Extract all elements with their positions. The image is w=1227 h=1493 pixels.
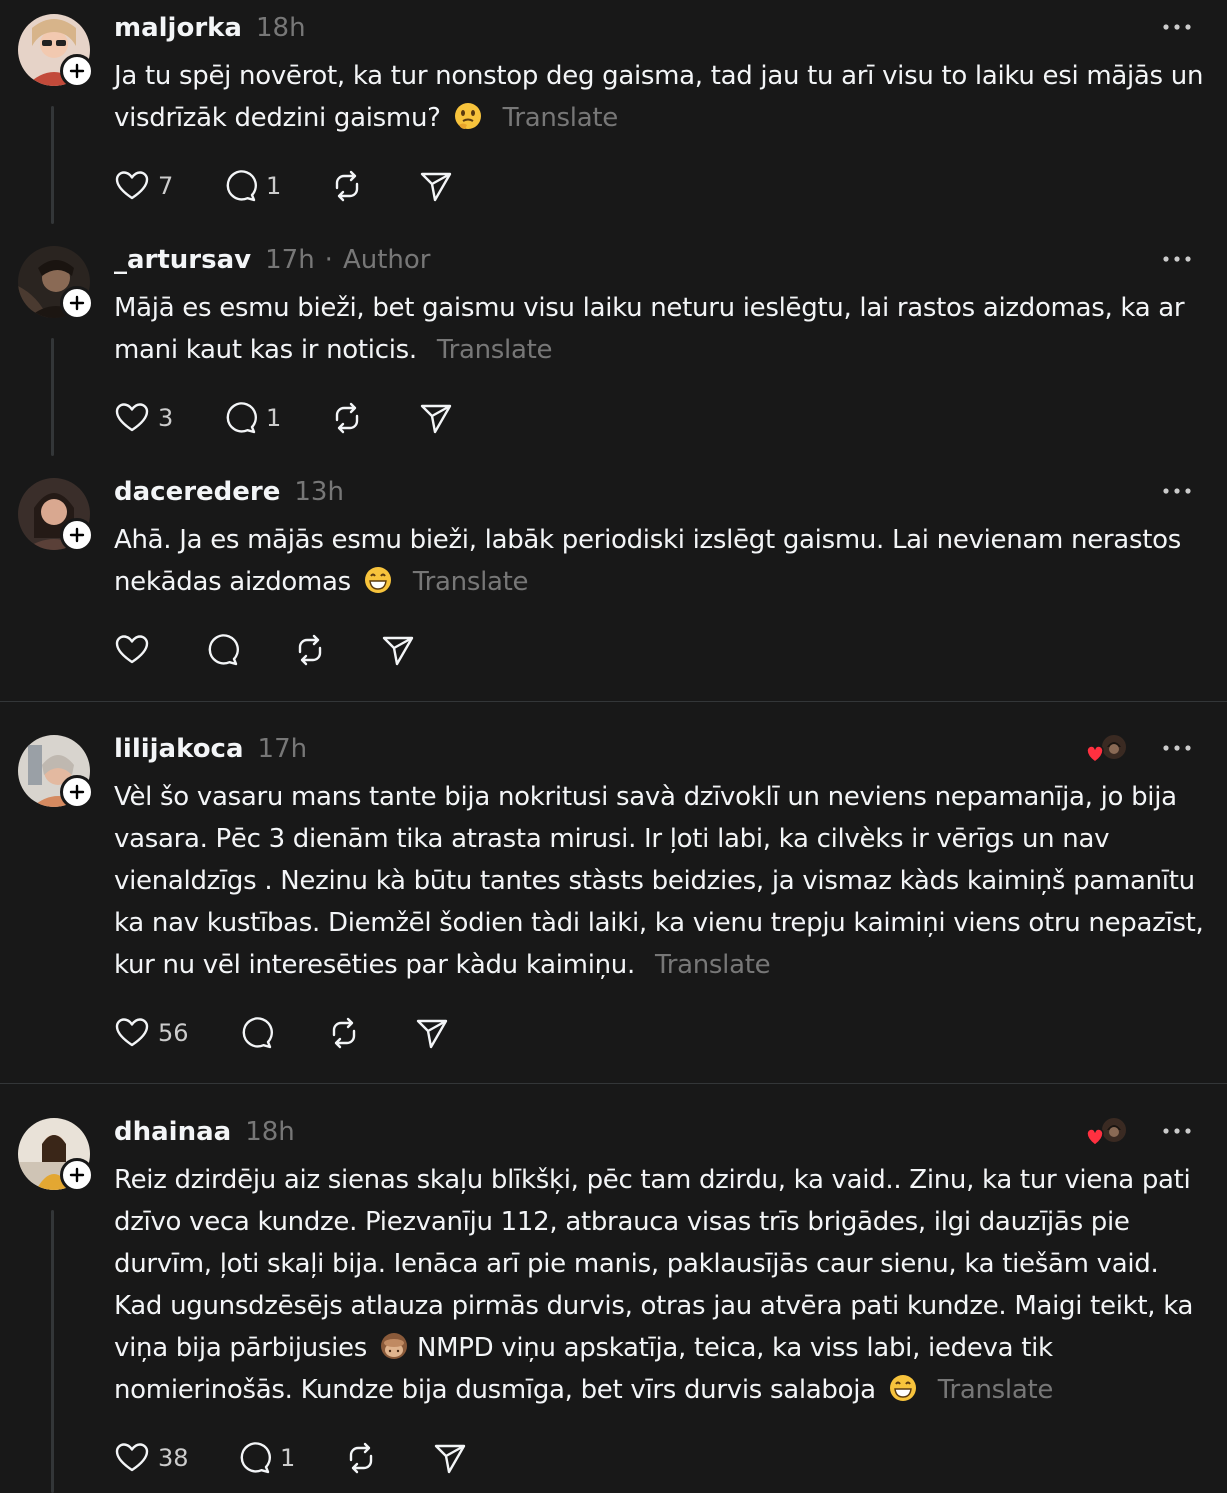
reply-button[interactable]	[222, 166, 281, 206]
post-text: Vèl šo vasaru mans tante bija nokritusi savà dzīvoklī un neviens nepamanīja, jo bija vasara. Pēc 3 dienām tika atrasta mirusi. Ir ļoti labi, ka cilvèks ir vērīgs un nav vienaldzīgs . Nezinu kà būtu tantes stàsts beidzies, ja vismaz kàds kaimiņš pamanītu ka nav kustības. Diemžēl šodien tàdi laiki, ka vienu trepju kaimiņi viens otru nepazīst, kur nu vēl interesēties par kàdu kaimiņu. Translate	[114, 782, 1204, 980]
like-count: 3	[158, 404, 174, 432]
reply-button[interactable]	[222, 398, 281, 438]
comment-icon	[204, 632, 240, 668]
timestamp[interactable]: 18h	[245, 1117, 295, 1147]
timestamp[interactable]: 13h	[294, 477, 344, 507]
post-dhainaa	[0, 1104, 1227, 1493]
translate-link[interactable]: Translate	[654, 950, 771, 980]
like-button[interactable]	[114, 630, 150, 670]
heart-icon	[114, 1015, 150, 1051]
comment-icon	[222, 400, 258, 436]
follow-plus-icon[interactable]	[60, 775, 94, 809]
share-icon	[432, 1440, 468, 1476]
reply-button[interactable]	[204, 630, 240, 670]
comment-icon	[238, 1015, 274, 1051]
username[interactable]: _artursav	[114, 245, 252, 275]
repost-icon	[292, 632, 328, 668]
follow-plus-icon[interactable]	[60, 518, 94, 552]
share-button[interactable]	[418, 166, 454, 206]
author-liked-indicator	[1085, 1116, 1131, 1148]
thinking-face-emoji	[453, 101, 483, 131]
reply-button[interactable]	[236, 1438, 295, 1478]
heart-icon	[114, 632, 150, 668]
thread-line	[51, 338, 54, 456]
like-count: 38	[158, 1444, 189, 1472]
thread-line	[51, 1210, 54, 1493]
heart-icon	[114, 1440, 150, 1476]
share-button[interactable]	[418, 398, 454, 438]
post-artursav	[0, 232, 1227, 464]
action-bar	[114, 166, 474, 206]
like-count: 7	[158, 172, 174, 200]
repost-button[interactable]	[329, 398, 365, 438]
translate-link[interactable]: Translate	[436, 335, 553, 365]
repost-icon	[329, 400, 365, 436]
share-icon	[418, 400, 454, 436]
repost-button[interactable]	[326, 1013, 362, 1053]
more-icon[interactable]	[1157, 12, 1197, 42]
more-icon[interactable]	[1157, 1116, 1197, 1146]
like-button[interactable]	[114, 166, 173, 206]
more-icon[interactable]	[1157, 244, 1197, 274]
post-divider	[0, 701, 1227, 702]
username[interactable]: maljorka	[114, 13, 242, 43]
translate-link[interactable]: Translate	[937, 1375, 1054, 1405]
post-text: Ja tu spēj novērot, ka tur nonstop deg gaisma, tad jau tu arī visu to laiku esi mājās un visdrīzāk dedzini gaismu? Translate	[114, 61, 1204, 133]
more-icon[interactable]	[1157, 733, 1197, 763]
share-icon	[414, 1015, 450, 1051]
like-button[interactable]	[114, 1438, 189, 1478]
share-button[interactable]	[380, 630, 416, 670]
separator-dot: ·	[324, 245, 333, 275]
repost-icon	[343, 1440, 379, 1476]
repost-icon	[326, 1015, 362, 1051]
like-button[interactable]	[114, 398, 173, 438]
timestamp[interactable]: 17h	[265, 245, 315, 275]
author-liked-indicator	[1085, 733, 1131, 765]
comment-icon	[222, 168, 258, 204]
post-text: Ahā. Ja es mājās esmu bieži, labāk periodiski izslēgt gaismu. Lai nevienam nerastos nekādas aizdomas Translate	[114, 525, 1181, 597]
post-text: Reiz dzirdēju aiz sienas skaļu blīkšķi, pēc tam dzirdu, ka vaid.. Zinu, ka tur viena pati dzīvo veca kundze. Piezvanīju 112, atbrauca visas trīs brigādes, ilgi dauzījās pie durvīm, ļoti skaļi bija. Ienāca arī pie manis, paklausījās caur sienu, ka tiešām vaid. Kad ugunsdzēsējs atlauza pirmās durvis, otras jau atvēra pati kundze. Maigi teikt, ka viņa bija pārbijusies NMPD viņu apskatīja, teica, ka viss labi, iedeva tik nomierinošās. Kundze bija dusmīga, bet vīrs durvis salaboja Translate	[114, 1165, 1194, 1405]
repost-button[interactable]	[329, 166, 365, 206]
action-bar	[114, 630, 434, 670]
post-text: Mājā es esmu bieži, bet gaismu visu laiku neturu ieslēgtu, lai rastos aizdomas, ka ar mani kaut kas ir noticis. Translate	[114, 293, 1185, 365]
like-button[interactable]	[114, 1013, 189, 1053]
share-button[interactable]	[432, 1438, 468, 1478]
post-divider	[0, 1083, 1227, 1084]
translate-link[interactable]: Translate	[412, 567, 529, 597]
author-badge: Author	[342, 245, 431, 275]
thread-line	[51, 106, 54, 224]
username[interactable]: daceredere	[114, 477, 281, 507]
share-button[interactable]	[414, 1013, 450, 1053]
grinning-face-emoji	[363, 565, 393, 595]
follow-plus-icon[interactable]	[60, 1158, 94, 1192]
like-count: 56	[158, 1019, 189, 1047]
action-bar	[114, 398, 474, 438]
heart-icon	[114, 400, 150, 436]
post-daceredere	[0, 464, 1227, 701]
repost-button[interactable]	[292, 630, 328, 670]
comment-icon	[236, 1440, 272, 1476]
follow-plus-icon[interactable]	[60, 286, 94, 320]
heart-icon	[114, 168, 150, 204]
more-icon[interactable]	[1157, 476, 1197, 506]
timestamp[interactable]: 18h	[255, 13, 306, 43]
repost-icon	[329, 168, 365, 204]
grinning-face-emoji	[888, 1373, 918, 1403]
reply-count: 1	[266, 172, 282, 200]
post-lilijakoca	[0, 721, 1227, 1083]
reply-count: 1	[280, 1444, 296, 1472]
action-bar	[114, 1013, 474, 1053]
action-bar	[114, 1438, 474, 1478]
username[interactable]: lilijakoca	[114, 734, 244, 764]
timestamp[interactable]: 17h	[257, 734, 308, 764]
reply-button[interactable]	[238, 1013, 274, 1053]
share-icon	[380, 632, 416, 668]
post-maljorka	[0, 0, 1227, 232]
share-icon	[418, 168, 454, 204]
translate-link[interactable]: Translate	[502, 103, 618, 133]
follow-plus-icon[interactable]	[60, 54, 94, 88]
reply-count: 1	[266, 404, 282, 432]
repost-button[interactable]	[343, 1438, 379, 1478]
username[interactable]: dhainaa	[114, 1117, 232, 1147]
see-no-evil-monkey-emoji	[379, 1331, 409, 1361]
